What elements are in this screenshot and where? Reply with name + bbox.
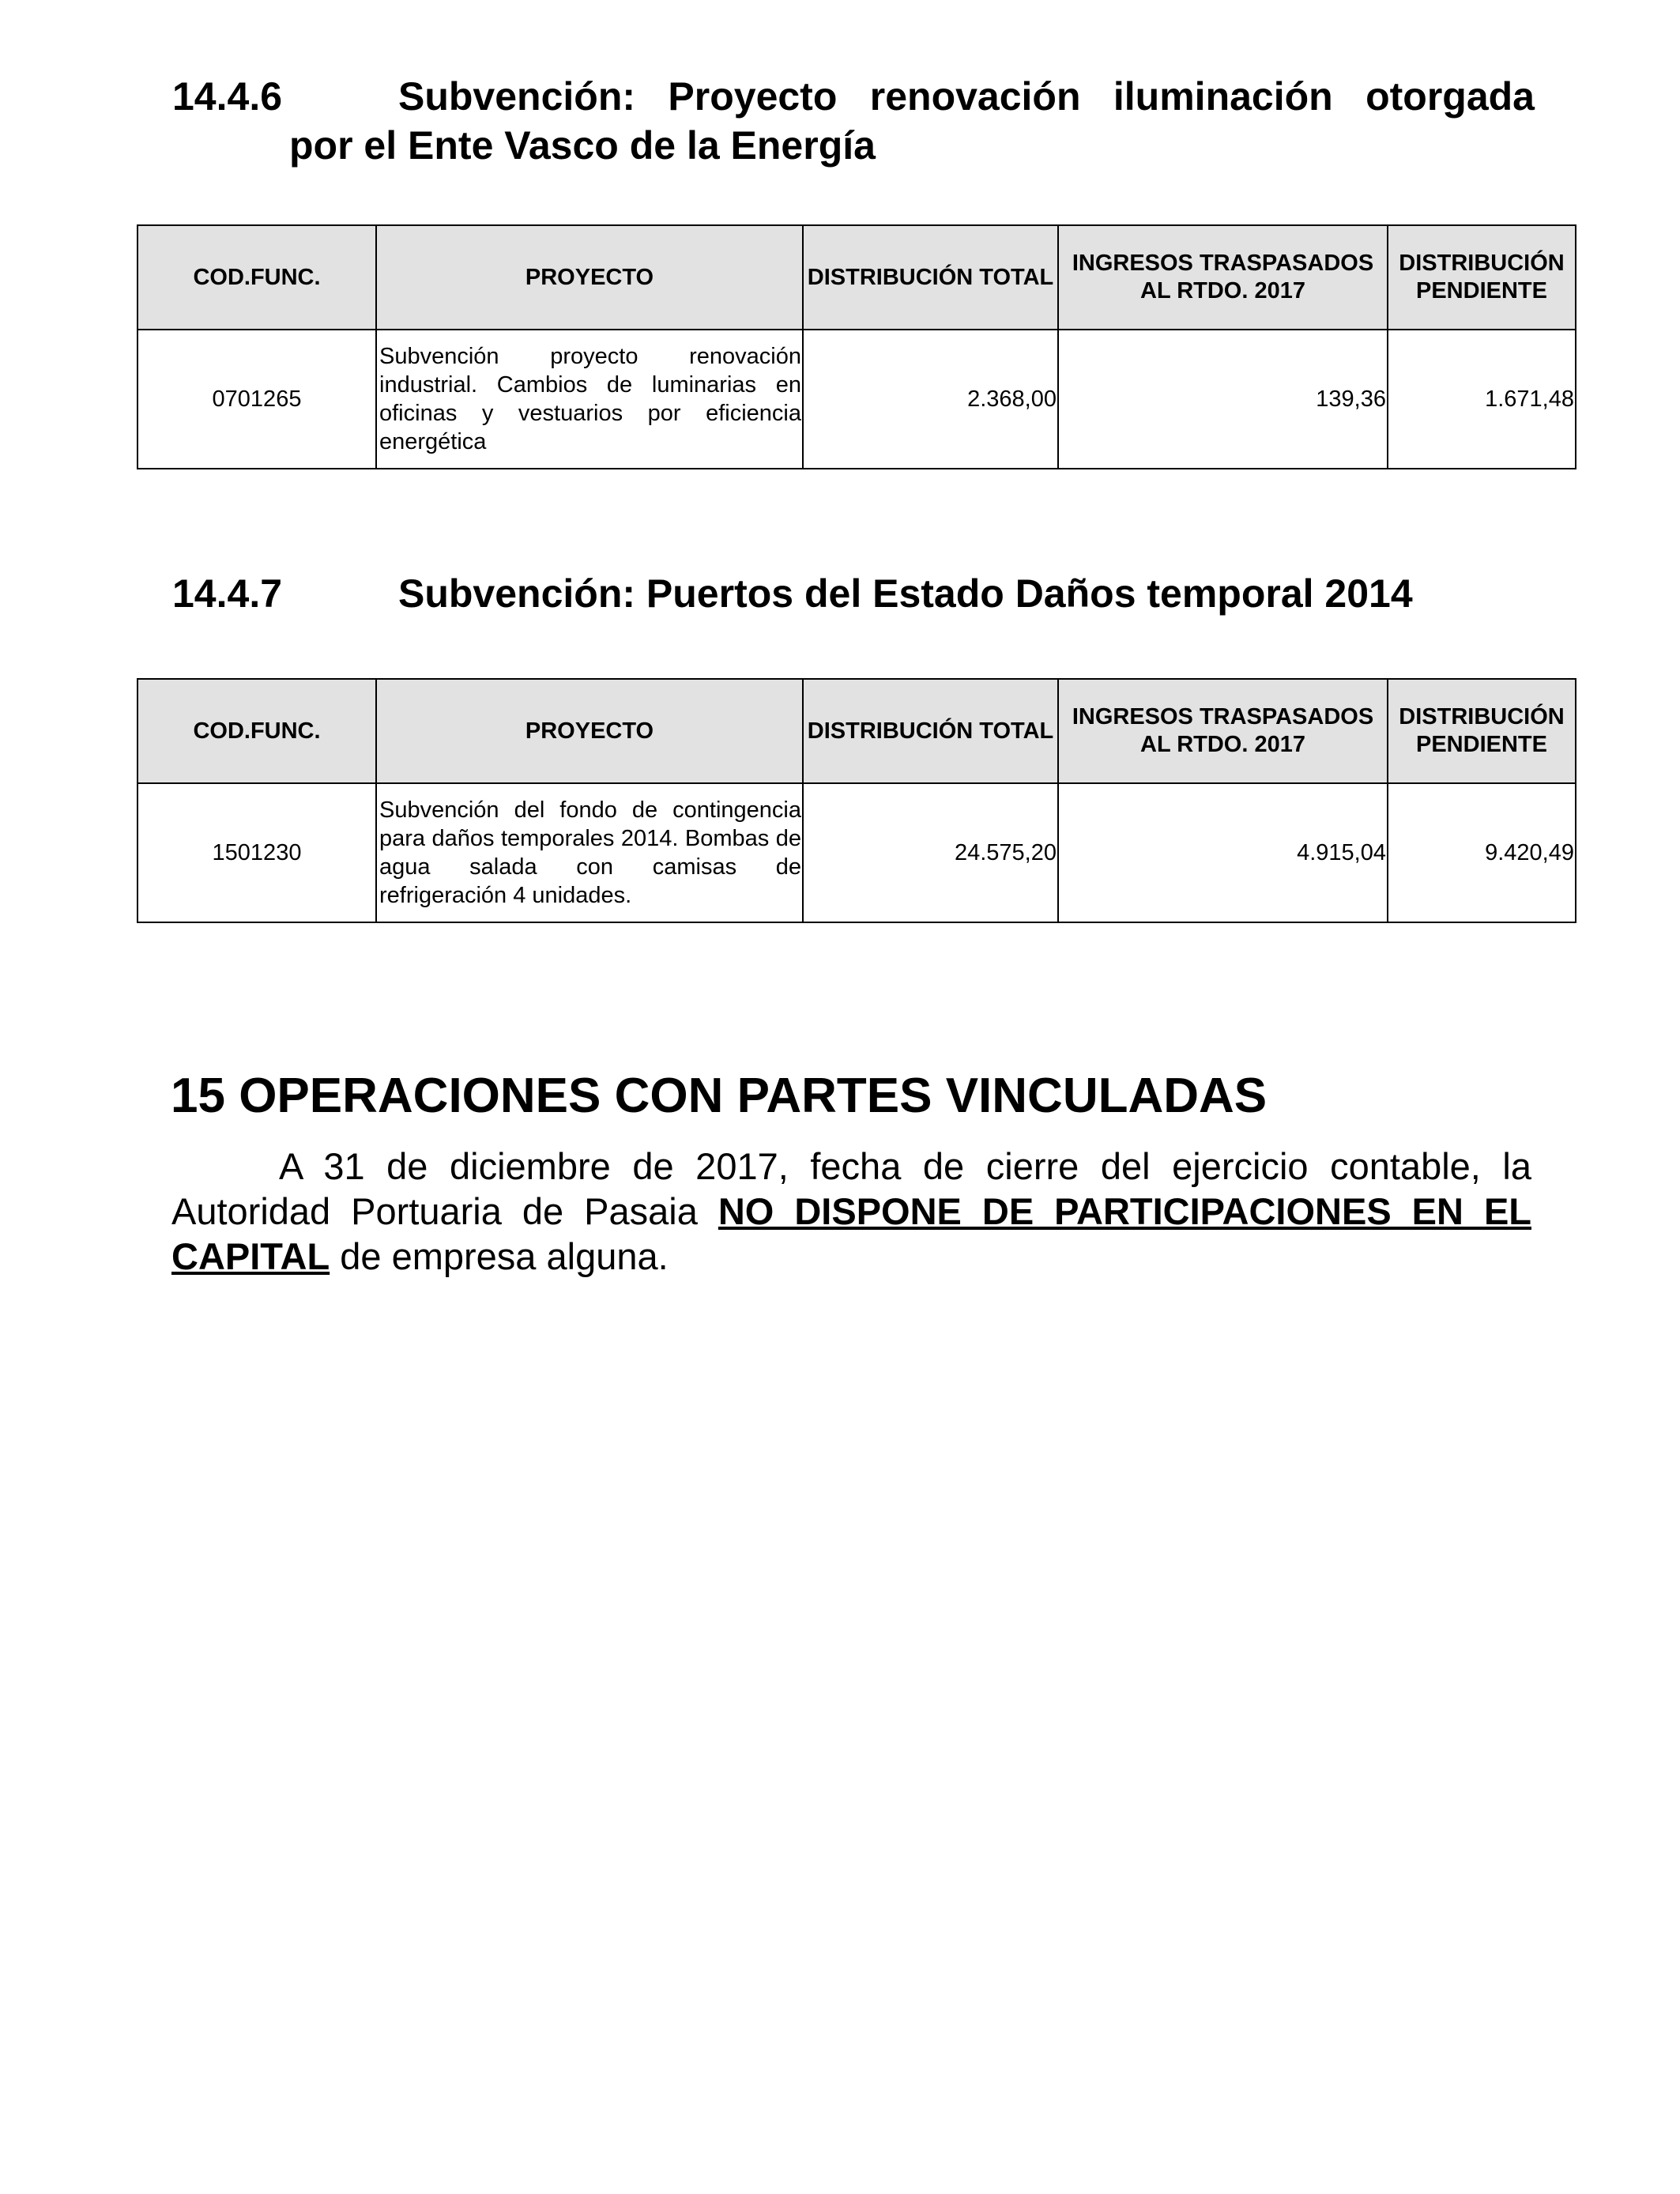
- section-title: Subvención: Puertos del Estado Daños temporal 2014: [398, 571, 1413, 616]
- cell-distribucion-pendiente: 9.420,49: [1388, 783, 1576, 922]
- table-header-row: [137, 679, 1576, 783]
- header-distribucion-pendiente: DISTRIBUCIÓN PENDIENTE: [1388, 679, 1576, 783]
- cell-distribucion-total: 24.575,20: [803, 783, 1058, 922]
- header-proyecto: PROYECTO: [376, 225, 803, 330]
- section-15-title: 15 OPERACIONES CON PARTES VINCULADAS: [171, 1069, 1268, 1123]
- cell-ingresos-traspasados: 4.915,04: [1058, 783, 1388, 922]
- section-number: 14.4.7: [172, 571, 283, 616]
- table-row: [137, 783, 1576, 922]
- header-distribucion-pendiente: DISTRIBUCIÓN PENDIENTE: [1388, 225, 1576, 330]
- header-distribucion-total: DISTRIBUCIÓN TOTAL: [803, 679, 1058, 783]
- cell-proyecto: Subvención del fondo de contingencia para daños temporales 2014. Bombas de agua salada con camisas de refrigeración 4 unidades.: [376, 783, 803, 922]
- paragraph-text-end: de empresa alguna.: [330, 1235, 669, 1277]
- header-ingresos-traspasados: INGRESOS TRASPASADOS AL RTDO. 2017: [1058, 679, 1388, 783]
- cell-proyecto: Subvención proyecto renovación industrial. Cambios de luminarias en oficinas y vestuarios por eficiencia energética: [376, 330, 803, 469]
- section-title-line-1: Subvención: Proyecto renovación iluminación otorgada: [398, 74, 1535, 119]
- table-header-row: [137, 225, 1576, 330]
- header-ingresos-traspasados: INGRESOS TRASPASADOS AL RTDO. 2017: [1058, 225, 1388, 330]
- cell-ingresos-traspasados: 139,36: [1058, 330, 1388, 469]
- cell-cod-func: 0701265: [137, 330, 376, 469]
- paragraph-emphasis: NO DISPONE DE PARTICIPACIONES EN EL CAPITAL: [171, 1190, 1531, 1277]
- table-row: [137, 330, 1576, 469]
- section-number: 14.4.6: [172, 74, 283, 119]
- header-cod-func: COD.FUNC.: [137, 225, 376, 330]
- header-distribucion-total: DISTRIBUCIÓN TOTAL: [803, 225, 1058, 330]
- paragraph-text: A 31 de diciembre de 2017, fecha de cierre del ejercicio contable, la Autoridad Portuaria de Pasaia: [171, 1145, 1531, 1232]
- header-proyecto: PROYECTO: [376, 679, 803, 783]
- section-15-paragraph: [171, 1144, 1531, 1279]
- header-cod-func: COD.FUNC.: [137, 679, 376, 783]
- cell-distribucion-pendiente: 1.671,48: [1388, 330, 1576, 469]
- section-title-line-2: por el Ente Vasco de la Energía: [289, 123, 876, 168]
- grant-table-14-4-6: [137, 224, 1576, 469]
- cell-distribucion-total: 2.368,00: [803, 330, 1058, 469]
- cell-cod-func: 1501230: [137, 783, 376, 922]
- grant-table-14-4-7: [137, 678, 1576, 923]
